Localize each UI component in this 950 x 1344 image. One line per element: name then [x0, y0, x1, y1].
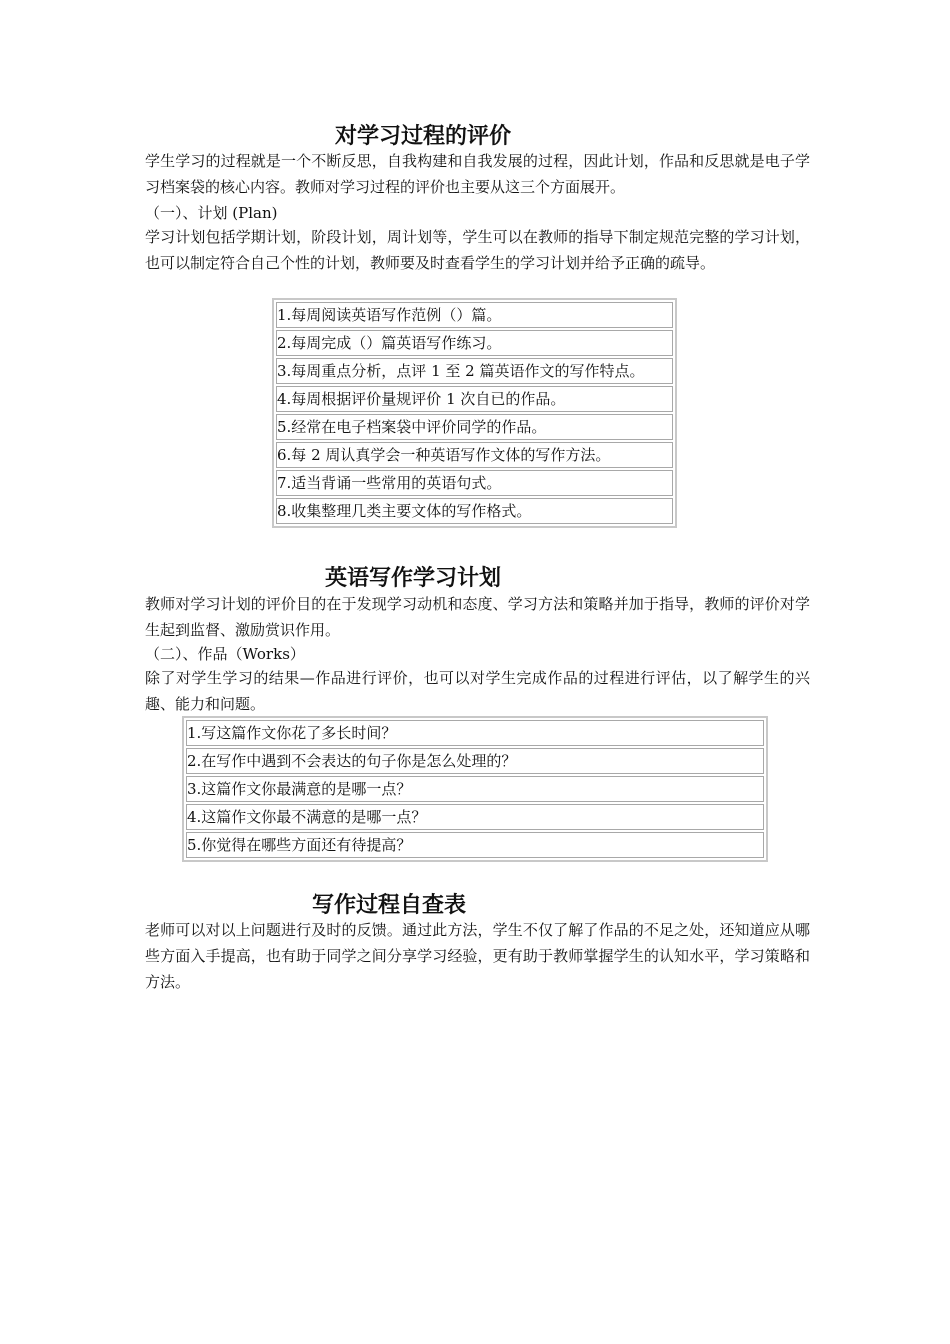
works-table	[182, 716, 768, 862]
works-paragraph: 除了对学生学习的结果—作品进行评价，也可以对学生完成作品的过程进行评估，以了解学生的兴趣、能力和问题。	[145, 669, 810, 713]
table-row	[276, 470, 673, 496]
table-cell: 3.这篇作文你最满意的是哪一点？	[186, 776, 764, 802]
heading-plan: （一）、计划 (Plan)	[145, 204, 278, 222]
table-cell: 1.每周阅读英语写作范例（）篇。	[276, 302, 673, 328]
table-row	[186, 720, 764, 746]
table-row	[276, 358, 673, 384]
table-row	[186, 776, 764, 802]
plan-evaluation-paragraph: 教师对学习计划的评价目的在于发现学习动机和态度、学习方法和策略并加于指导，教师的评价对学生起到监督、激励赏识作用。	[145, 595, 810, 639]
table-row	[276, 302, 673, 328]
table-cell: 5.经常在电子档案袋中评价同学的作品。	[276, 414, 673, 440]
plan-table	[272, 298, 677, 528]
intro-paragraph: 学生学习的过程就是一个不断反思，自我构建和自我发展的过程，因此计划，作品和反思就是电子学习档案袋的核心内容。教师对学习过程的评价也主要从这三个方面展开。	[145, 152, 810, 196]
table-row	[276, 386, 673, 412]
feedback-paragraph: 老师可以对以上问题进行及时的反馈。通过此方法，学生不仅了解了作品的不足之处，还知道应从哪些方面入手提高，也有助于同学之间分享学习经验，更有助于教师掌握学生的认知水平，学习策略和方法。	[145, 921, 810, 991]
table-cell: 7.适当背诵一些常用的英语句式。	[276, 470, 673, 496]
table-row	[186, 832, 764, 858]
table-cell: 2.每周完成（）篇英语写作练习。	[276, 330, 673, 356]
table-cell: 4.这篇作文你最不满意的是哪一点？	[186, 804, 764, 830]
table-row	[186, 748, 764, 774]
table-cell: 4.每周根据评价量规评价 1 次自已的作品。	[276, 386, 673, 412]
table-cell: 6.每 2 周认真学会一种英语写作文体的写作方法。	[276, 442, 673, 468]
table-cell: 2.在写作中遇到不会表达的句子你是怎么处理的？	[186, 748, 764, 774]
table-row	[276, 442, 673, 468]
table-row	[276, 414, 673, 440]
table-cell: 5.你觉得在哪些方面还有待提高？	[186, 832, 764, 858]
section-title-writing-plan: 英语写作学习计划	[325, 566, 502, 591]
heading-works: （二）、作品（Works）	[145, 645, 305, 663]
plan-paragraph: 学习计划包括学期计划，阶段计划，周计划等，学生可以在教师的指导下制定规范完整的学习计划，也可以制定符合自己个性的计划，教师要及时查看学生的学习计划并给予正确的疏导。	[145, 228, 810, 272]
section-title-self-check: 写作过程自查表	[312, 893, 467, 918]
table-row	[276, 498, 673, 524]
section-title-evaluation: 对学习过程的评价	[335, 124, 512, 149]
table-row	[186, 804, 764, 830]
table-cell: 8.收集整理几类主要文体的写作格式。	[276, 498, 673, 524]
table-row	[276, 330, 673, 356]
table-cell: 1.写这篇作文你花了多长时间？	[186, 720, 764, 746]
table-cell: 3.每周重点分析，点评 1 至 2 篇英语作文的写作特点。	[276, 358, 673, 384]
